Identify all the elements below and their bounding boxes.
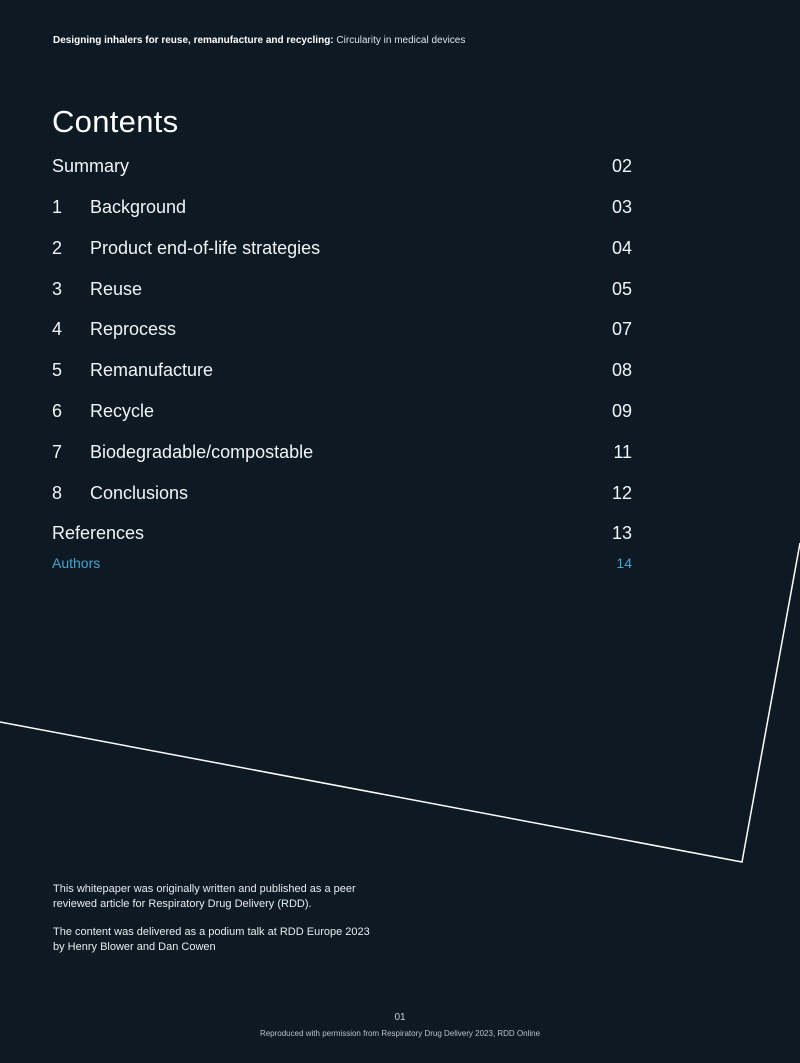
publication-note-line: This whitepaper was originally written and published as a peer (53, 883, 356, 895)
toc-label: Summary (52, 155, 130, 176)
toc-label: Recycle (90, 400, 155, 421)
toc-label: Conclusions (90, 482, 189, 503)
header-title-subtitle: Circularity in medical devices (333, 35, 466, 46)
toc-label: Reprocess (90, 318, 177, 339)
podium-note (53, 925, 413, 955)
toc-label: References (52, 522, 145, 543)
toc-page-number: 08 (611, 359, 632, 380)
publication-note (53, 882, 413, 912)
podium-note-line: by Henry Blower and Dan Cowen (53, 941, 216, 953)
toc-label: Remanufacture (90, 359, 214, 380)
podium-note-line: The content was delivered as a podium talk at RDD Europe 2023 (53, 926, 370, 938)
toc-page-number: 14 (616, 555, 632, 571)
toc-page-number: 07 (611, 318, 632, 339)
toc-label: Authors (52, 555, 101, 571)
toc-number: 7 (52, 441, 63, 462)
toc-number: 6 (52, 400, 63, 421)
toc-page-number: 03 (611, 196, 632, 217)
toc-page-number: 12 (611, 482, 632, 503)
toc-page-number: 04 (611, 237, 632, 258)
toc-number: 4 (52, 318, 63, 339)
page-number: 01 (394, 1012, 406, 1023)
toc-label: Background (90, 196, 187, 217)
header-title-bold: Designing inhalers for reuse, remanufacture and recycling: (53, 35, 334, 46)
toc-label: Biodegradable/compostable (90, 441, 314, 462)
toc-number: 1 (52, 196, 63, 217)
toc-label: Product end-of-life strategies (90, 237, 321, 258)
toc-label: Reuse (90, 278, 143, 299)
toc-page-number: 09 (611, 400, 632, 421)
toc-page-number: 13 (611, 522, 632, 543)
toc-page-number: 05 (611, 278, 632, 299)
contents-heading: Contents (52, 104, 179, 139)
footer-credit: Reproduced with permission from Respiratory Drug Delivery 2023, RDD Online (259, 1029, 541, 1038)
toc-number: 5 (52, 359, 63, 380)
publication-note-line: reviewed article for Respiratory Drug Delivery (RDD). (53, 898, 312, 910)
toc-page-number: 11 (613, 441, 632, 462)
decorative-polyline (0, 543, 800, 862)
toc-number: 8 (52, 482, 63, 503)
toc-number: 2 (52, 237, 63, 258)
toc-page-number: 02 (611, 155, 632, 176)
toc-number: 3 (52, 278, 63, 299)
